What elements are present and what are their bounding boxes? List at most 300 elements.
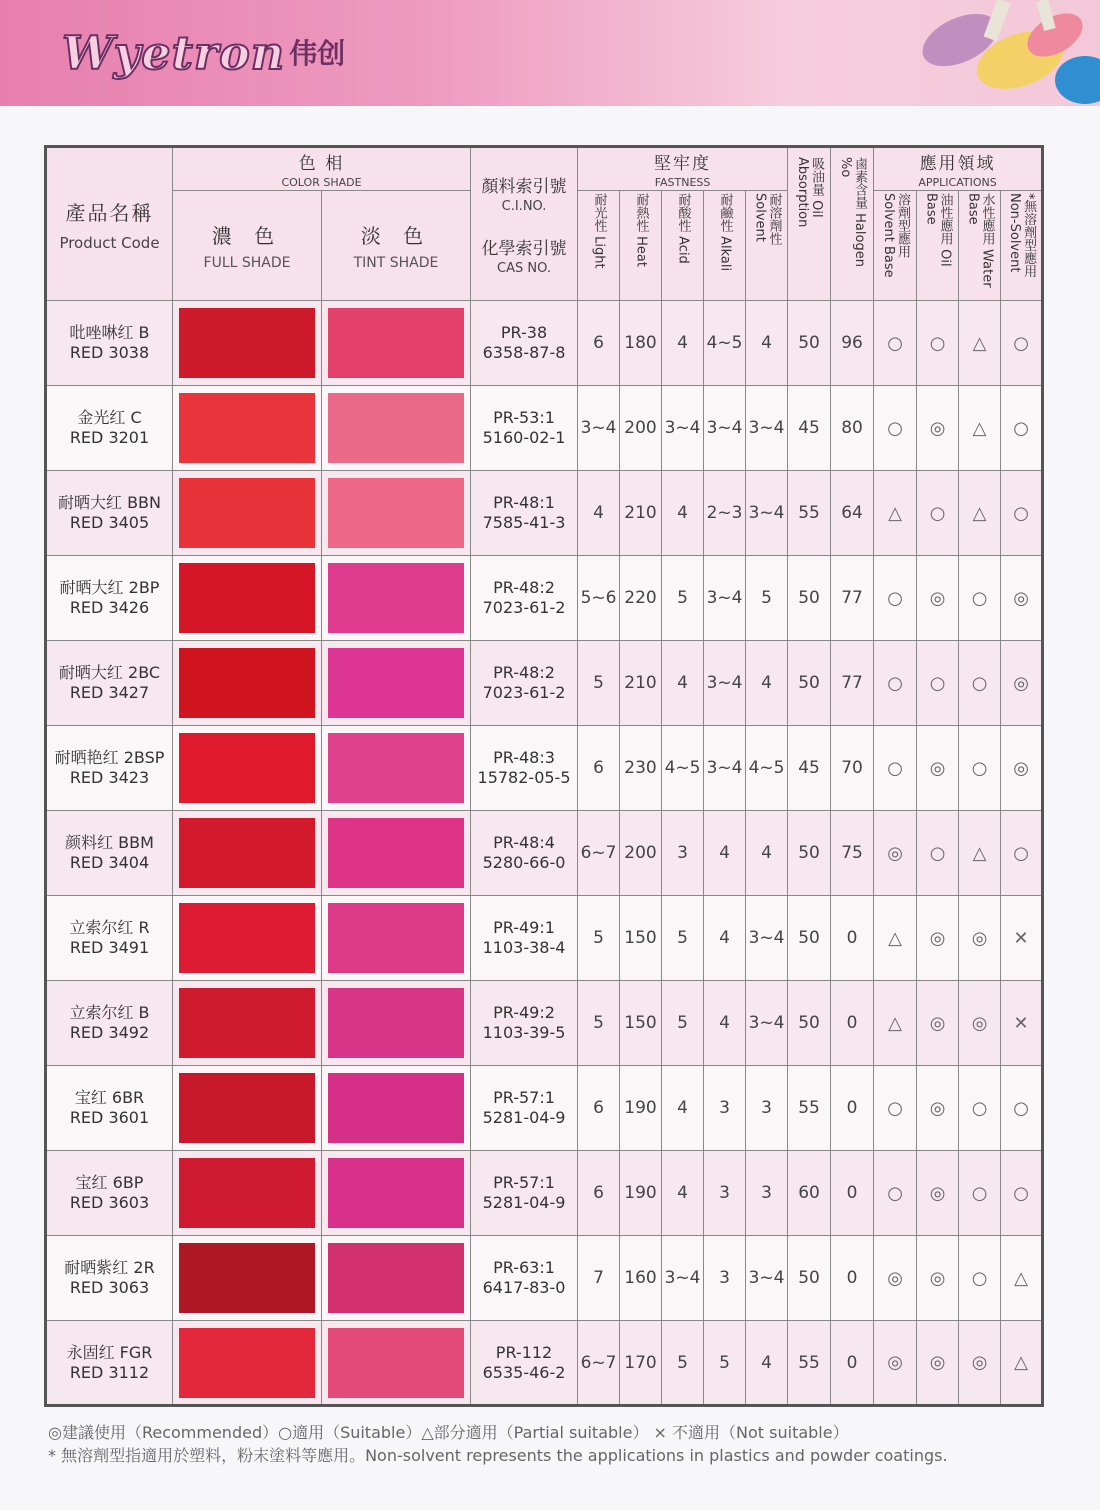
table-row xyxy=(46,641,1043,726)
tint-shade-color xyxy=(328,478,464,548)
heat-value: 200 xyxy=(620,811,662,896)
application-ns: ○ xyxy=(1001,301,1043,386)
acid-value: 4 xyxy=(662,1066,704,1151)
header-halogen: 鹵素含量 Halogen %o xyxy=(831,147,874,301)
application-ob: ○ xyxy=(917,301,959,386)
full-shade-color xyxy=(179,1073,315,1143)
tint-shade-swatch xyxy=(322,896,471,981)
application-wb: ○ xyxy=(959,726,1001,811)
application-ob: ◎ xyxy=(917,386,959,471)
application-ns: ◎ xyxy=(1001,556,1043,641)
application-sb: ○ xyxy=(874,726,917,811)
application-ob: ◎ xyxy=(917,981,959,1066)
full-shade-swatch xyxy=(173,1066,322,1151)
full-shade-color xyxy=(179,563,315,633)
heat-value: 210 xyxy=(620,471,662,556)
oil-value: 60 xyxy=(788,1151,831,1236)
solvent-value: 4 xyxy=(746,641,788,726)
product-name: 宝红 6BR xyxy=(74,1088,145,1107)
tint-shade-color xyxy=(328,733,464,803)
alkali-value: 5 xyxy=(704,1321,746,1406)
cas-number: 7585-41-3 xyxy=(482,513,566,532)
ci-cas-cell xyxy=(471,981,578,1066)
table-row xyxy=(46,1066,1043,1151)
tint-shade-swatch xyxy=(322,301,471,386)
solvent-value: 4 xyxy=(746,301,788,386)
table-row xyxy=(46,1151,1043,1236)
product-name-cell xyxy=(46,471,173,556)
full-shade-color xyxy=(179,988,315,1058)
tint-shade-color xyxy=(328,648,464,718)
alkali-value: 4~5 xyxy=(704,301,746,386)
ci-cas-cell xyxy=(471,811,578,896)
alkali-value: 3~4 xyxy=(704,726,746,811)
cas-number: 7023-61-2 xyxy=(482,683,566,702)
full-shade-swatch xyxy=(173,641,322,726)
tint-shade-color xyxy=(328,308,464,378)
solvent-value: 3 xyxy=(746,1151,788,1236)
header-product: 產品名稱 Product Code xyxy=(46,147,173,301)
solvent-value: 3~4 xyxy=(746,386,788,471)
tint-shade-color xyxy=(328,563,464,633)
ci-cas-cell xyxy=(471,641,578,726)
full-shade-color xyxy=(179,903,315,973)
application-ns: ✕ xyxy=(1001,896,1043,981)
acid-value: 4 xyxy=(662,1151,704,1236)
tint-shade-swatch xyxy=(322,386,471,471)
alkali-value: 3~4 xyxy=(704,556,746,641)
oil-value: 55 xyxy=(788,471,831,556)
product-name: 耐晒大红 2BC xyxy=(58,663,161,682)
application-ns: ○ xyxy=(1001,386,1043,471)
application-wb: ◎ xyxy=(959,896,1001,981)
application-sb: ◎ xyxy=(874,1321,917,1406)
full-shade-color xyxy=(179,1328,315,1398)
product-name: 耐晒紫红 2R xyxy=(64,1258,155,1277)
tint-shade-color xyxy=(328,1243,464,1313)
application-wb: ○ xyxy=(959,1066,1001,1151)
header-ci-cas: 顏料索引號 C.I.NO. 化學索引號 CAS NO. xyxy=(471,147,578,301)
table-row xyxy=(46,556,1043,641)
application-wb: ○ xyxy=(959,556,1001,641)
full-shade-swatch xyxy=(173,471,322,556)
alkali-value: 3~4 xyxy=(704,641,746,726)
application-wb: ◎ xyxy=(959,981,1001,1066)
table-row xyxy=(46,811,1043,896)
solvent-value: 3~4 xyxy=(746,896,788,981)
application-ob: ◎ xyxy=(917,556,959,641)
product-name: 永固红 FGR xyxy=(66,1342,153,1362)
product-name-cell xyxy=(46,301,173,386)
header-color-shade: 色 相 COLOR SHADE xyxy=(173,147,471,191)
heat-value: 200 xyxy=(620,386,662,471)
oil-value: 50 xyxy=(788,896,831,981)
product-name: 颜料红 BBM xyxy=(65,833,154,852)
product-name-cell xyxy=(46,1066,173,1151)
acid-value: 3~4 xyxy=(662,1236,704,1321)
product-name-cell xyxy=(46,896,173,981)
brand-name: Wyetron xyxy=(62,26,286,80)
acid-value: 3~4 xyxy=(662,386,704,471)
tint-shade-swatch xyxy=(322,811,471,896)
application-wb: △ xyxy=(959,811,1001,896)
tint-shade-swatch xyxy=(322,556,471,641)
product-code: RED 3404 xyxy=(69,853,150,872)
product-name-cell xyxy=(46,811,173,896)
application-ns: ◎ xyxy=(1001,726,1043,811)
oil-value: 45 xyxy=(788,386,831,471)
full-shade-swatch xyxy=(173,726,322,811)
acid-value: 5 xyxy=(662,981,704,1066)
full-shade-swatch xyxy=(173,556,322,641)
header-full-shade: 濃 色 FULL SHADE xyxy=(173,191,322,301)
application-ob: ◎ xyxy=(917,896,959,981)
halogen-value: 77 xyxy=(831,556,874,641)
ci-number: PR-49:2 xyxy=(493,1003,555,1022)
halogen-value: 64 xyxy=(831,471,874,556)
application-wb: △ xyxy=(959,471,1001,556)
heat-value: 180 xyxy=(620,301,662,386)
ci-number: PR-48:1 xyxy=(493,493,555,512)
full-shade-color xyxy=(179,1243,315,1313)
pigment-table-wrapper xyxy=(44,145,1044,1407)
application-ns: ○ xyxy=(1001,471,1043,556)
pigment-table xyxy=(44,145,1044,1407)
header-oil-absorption: 吸油量 Oil Absorption xyxy=(788,147,831,301)
full-shade-swatch xyxy=(173,1236,322,1321)
full-shade-swatch xyxy=(173,386,322,471)
footnote: * 無溶劑型指適用於塑料，粉末塗料等應用。Non-solvent represents the applications in plastics and powder coatings. xyxy=(48,1446,948,1465)
product-name: 宝红 6BP xyxy=(75,1173,144,1192)
header-non-solvent: *無溶劑型應用 Non-Solvent xyxy=(1001,191,1043,301)
halogen-value: 75 xyxy=(831,811,874,896)
product-code: RED 3201 xyxy=(69,428,150,447)
application-sb: ○ xyxy=(874,1151,917,1236)
tint-shade-swatch xyxy=(322,1066,471,1151)
table-row xyxy=(46,981,1043,1066)
header-tint-shade: 淡 色 TINT SHADE xyxy=(322,191,471,301)
application-ns: ◎ xyxy=(1001,641,1043,726)
halogen-value: 80 xyxy=(831,386,874,471)
heat-value: 190 xyxy=(620,1151,662,1236)
full-shade-color xyxy=(179,648,315,718)
application-sb: ○ xyxy=(874,1066,917,1151)
cas-number: 1103-38-4 xyxy=(482,938,566,957)
halogen-value: 0 xyxy=(831,1236,874,1321)
alkali-value: 3 xyxy=(704,1236,746,1321)
product-code: RED 3063 xyxy=(69,1278,150,1297)
ci-cas-cell xyxy=(471,471,578,556)
table-row xyxy=(46,896,1043,981)
application-ob: ○ xyxy=(917,471,959,556)
product-name-cell xyxy=(46,726,173,811)
acid-value: 4 xyxy=(662,641,704,726)
cas-number: 5280-66-0 xyxy=(482,853,566,872)
application-ob: ◎ xyxy=(917,1066,959,1151)
application-ns: △ xyxy=(1001,1321,1043,1406)
legend: ◎建議使用（Recommended）○適用（Suitable）△部分適用（Partial suitable） × 不適用（Not suitable） xyxy=(48,1423,849,1442)
brand-logo xyxy=(62,26,345,84)
light-value: 6~7 xyxy=(578,1321,620,1406)
halogen-value: 77 xyxy=(831,641,874,726)
pigment-rows xyxy=(46,301,1043,1406)
ci-number: PR-57:1 xyxy=(493,1173,555,1192)
solvent-value: 3~4 xyxy=(746,471,788,556)
tint-shade-swatch xyxy=(322,1236,471,1321)
heat-value: 150 xyxy=(620,981,662,1066)
ci-cas-cell xyxy=(471,556,578,641)
tint-shade-swatch xyxy=(322,981,471,1066)
cas-number: 6535-46-2 xyxy=(482,1362,566,1382)
tint-shade-swatch xyxy=(322,1151,471,1236)
full-shade-swatch xyxy=(173,981,322,1066)
table-row xyxy=(46,301,1043,386)
header-applications: 應用領域 APPLICATIONS xyxy=(874,147,1043,191)
cas-number: 5160-02-1 xyxy=(482,428,566,447)
product-name: 立索尔红 B xyxy=(69,1003,150,1022)
product-name: 耐晒大红 2BP xyxy=(59,578,160,597)
tint-shade-color xyxy=(328,903,464,973)
cas-number: 5281-04-9 xyxy=(482,1193,566,1212)
application-ns: ○ xyxy=(1001,811,1043,896)
tint-shade-color xyxy=(328,988,464,1058)
header-banner xyxy=(0,0,1100,106)
application-ob: ◎ xyxy=(917,1236,959,1321)
solvent-value: 4~5 xyxy=(746,726,788,811)
solvent-value: 3~4 xyxy=(746,981,788,1066)
alkali-value: 3 xyxy=(704,1066,746,1151)
application-sb: ○ xyxy=(874,641,917,726)
tint-shade-color xyxy=(328,1073,464,1143)
light-value: 6 xyxy=(578,726,620,811)
oil-value: 55 xyxy=(788,1066,831,1151)
light-value: 4 xyxy=(578,471,620,556)
oil-value: 50 xyxy=(788,641,831,726)
ci-number: PR-48:3 xyxy=(493,748,555,767)
acid-value: 4 xyxy=(662,301,704,386)
application-sb: △ xyxy=(874,981,917,1066)
halogen-value: 0 xyxy=(831,981,874,1066)
header-solvent-base: 溶劑型應用 Solvent Base xyxy=(874,191,917,301)
header-heat: 耐熱性 Heat xyxy=(620,191,662,301)
product-name-cell xyxy=(46,556,173,641)
oil-value: 50 xyxy=(788,811,831,896)
ci-cas-cell xyxy=(471,896,578,981)
tint-shade-swatch xyxy=(322,471,471,556)
ci-cas-cell xyxy=(471,726,578,811)
table-row xyxy=(46,1236,1043,1321)
tint-shade-swatch xyxy=(322,726,471,811)
full-shade-color xyxy=(179,733,315,803)
product-code: RED 3423 xyxy=(69,768,150,787)
product-name: 吡唑啉红 B xyxy=(69,323,150,342)
full-shade-color xyxy=(179,393,315,463)
cas-number: 6358-87-8 xyxy=(482,343,566,362)
solvent-value: 3 xyxy=(746,1066,788,1151)
product-code: RED 3426 xyxy=(69,598,150,617)
light-value: 7 xyxy=(578,1236,620,1321)
ci-cas-cell xyxy=(471,386,578,471)
tint-shade-color xyxy=(328,1158,464,1228)
light-value: 6 xyxy=(578,1151,620,1236)
header-solvent: 耐溶劑性 Solvent xyxy=(746,191,788,301)
ci-number: PR-63:1 xyxy=(493,1258,555,1277)
application-wb: ○ xyxy=(959,1236,1001,1321)
product-code: RED 3038 xyxy=(69,343,150,362)
table-row xyxy=(46,386,1043,471)
product-name-cell xyxy=(46,1321,173,1406)
oil-value: 50 xyxy=(788,981,831,1066)
tint-shade-color xyxy=(328,1328,464,1398)
product-name-cell xyxy=(46,1236,173,1321)
halogen-value: 0 xyxy=(831,1151,874,1236)
brand-name-cn: 伟创 xyxy=(289,37,346,70)
halogen-value: 70 xyxy=(831,726,874,811)
light-value: 6~7 xyxy=(578,811,620,896)
cas-number: 15782-05-5 xyxy=(477,768,571,787)
tint-shade-color xyxy=(328,818,464,888)
heat-value: 210 xyxy=(620,641,662,726)
acid-value: 5 xyxy=(662,1321,704,1406)
product-code: RED 3492 xyxy=(69,1023,150,1042)
ci-number: PR-48:2 xyxy=(493,663,555,682)
application-wb: △ xyxy=(959,301,1001,386)
application-wb: ○ xyxy=(959,641,1001,726)
tint-shade-swatch xyxy=(322,641,471,726)
full-shade-swatch xyxy=(173,811,322,896)
heat-value: 230 xyxy=(620,726,662,811)
application-ob: ○ xyxy=(917,811,959,896)
product-code: RED 3112 xyxy=(69,1362,150,1382)
heat-value: 220 xyxy=(620,556,662,641)
product-name: 立索尔红 R xyxy=(69,918,150,937)
oil-value: 50 xyxy=(788,301,831,386)
application-sb: ◎ xyxy=(874,1236,917,1321)
full-shade-color xyxy=(179,308,315,378)
application-sb: ○ xyxy=(874,386,917,471)
full-shade-color xyxy=(179,478,315,548)
header-alkali: 耐鹼性 Alkali xyxy=(704,191,746,301)
acid-value: 4 xyxy=(662,471,704,556)
full-shade-color xyxy=(179,818,315,888)
table-row xyxy=(46,1321,1043,1406)
oil-value: 45 xyxy=(788,726,831,811)
product-name-cell xyxy=(46,641,173,726)
light-value: 6 xyxy=(578,301,620,386)
application-sb: △ xyxy=(874,896,917,981)
table-row xyxy=(46,471,1043,556)
ci-number: PR-48:2 xyxy=(493,578,555,597)
application-wb: ○ xyxy=(959,1151,1001,1236)
full-shade-swatch xyxy=(173,1321,322,1406)
application-ob: ◎ xyxy=(917,1151,959,1236)
ci-cas-cell xyxy=(471,1236,578,1321)
application-ns: △ xyxy=(1001,1236,1043,1321)
table-row xyxy=(46,726,1043,811)
halogen-value: 0 xyxy=(831,896,874,981)
alkali-value: 4 xyxy=(704,811,746,896)
header-fastness: 堅牢度 FASTNESS xyxy=(578,147,788,191)
application-ns: ○ xyxy=(1001,1151,1043,1236)
heat-value: 170 xyxy=(620,1321,662,1406)
header-water-base: 水性應用 Water Base xyxy=(959,191,1001,301)
light-value: 5~6 xyxy=(578,556,620,641)
tint-shade-swatch xyxy=(322,1321,471,1406)
ci-cas-cell xyxy=(471,1321,578,1406)
application-sb: ○ xyxy=(874,556,917,641)
alkali-value: 4 xyxy=(704,896,746,981)
application-sb: △ xyxy=(874,471,917,556)
paint-tubes-illustration xyxy=(790,0,1100,106)
solvent-value: 4 xyxy=(746,811,788,896)
application-sb: ○ xyxy=(874,301,917,386)
application-ns: ○ xyxy=(1001,1066,1043,1151)
acid-value: 5 xyxy=(662,896,704,981)
product-name-cell xyxy=(46,1151,173,1236)
product-code: RED 3603 xyxy=(69,1193,150,1212)
ci-number: PR-49:1 xyxy=(493,918,555,937)
oil-value: 55 xyxy=(788,1321,831,1406)
application-ns: ✕ xyxy=(1001,981,1043,1066)
cas-number: 1103-39-5 xyxy=(482,1023,566,1042)
full-shade-swatch xyxy=(173,896,322,981)
oil-value: 50 xyxy=(788,556,831,641)
full-shade-color xyxy=(179,1158,315,1228)
product-name: 耐晒大红 BBN xyxy=(57,493,161,512)
application-ob: ◎ xyxy=(917,726,959,811)
header-oil-base: 油性應用 Oil Base xyxy=(917,191,959,301)
ci-number: PR-53:1 xyxy=(493,408,555,427)
heat-value: 150 xyxy=(620,896,662,981)
ci-number: PR-57:1 xyxy=(493,1088,555,1107)
application-wb: △ xyxy=(959,386,1001,471)
header-light: 耐光性 Light xyxy=(578,191,620,301)
solvent-value: 5 xyxy=(746,556,788,641)
tint-shade-color xyxy=(328,393,464,463)
light-value: 6 xyxy=(578,1066,620,1151)
halogen-value: 0 xyxy=(831,1066,874,1151)
cas-number: 7023-61-2 xyxy=(482,598,566,617)
halogen-value: 0 xyxy=(831,1321,874,1406)
light-value: 3~4 xyxy=(578,386,620,471)
ci-number: PR-112 xyxy=(495,1342,553,1362)
heat-value: 160 xyxy=(620,1236,662,1321)
heat-value: 190 xyxy=(620,1066,662,1151)
ci-number: PR-48:4 xyxy=(493,833,555,852)
ci-cas-cell xyxy=(471,301,578,386)
application-sb: ◎ xyxy=(874,811,917,896)
product-name: 耐晒艳红 2BSP xyxy=(54,748,165,767)
cas-number: 6417-83-0 xyxy=(482,1278,566,1297)
product-code: RED 3601 xyxy=(69,1108,150,1127)
acid-value: 5 xyxy=(662,556,704,641)
ci-cas-cell xyxy=(471,1066,578,1151)
header-acid: 耐酸性 Acid xyxy=(662,191,704,301)
alkali-value: 2~3 xyxy=(704,471,746,556)
light-value: 5 xyxy=(578,641,620,726)
alkali-value: 3 xyxy=(704,1151,746,1236)
alkali-value: 4 xyxy=(704,981,746,1066)
full-shade-swatch xyxy=(173,301,322,386)
solvent-value: 4 xyxy=(746,1321,788,1406)
full-shade-swatch xyxy=(173,1151,322,1236)
cas-number: 5281-04-9 xyxy=(482,1108,566,1127)
acid-value: 3 xyxy=(662,811,704,896)
product-name-cell xyxy=(46,981,173,1066)
product-code: RED 3427 xyxy=(69,683,150,702)
light-value: 5 xyxy=(578,896,620,981)
halogen-value: 96 xyxy=(831,301,874,386)
